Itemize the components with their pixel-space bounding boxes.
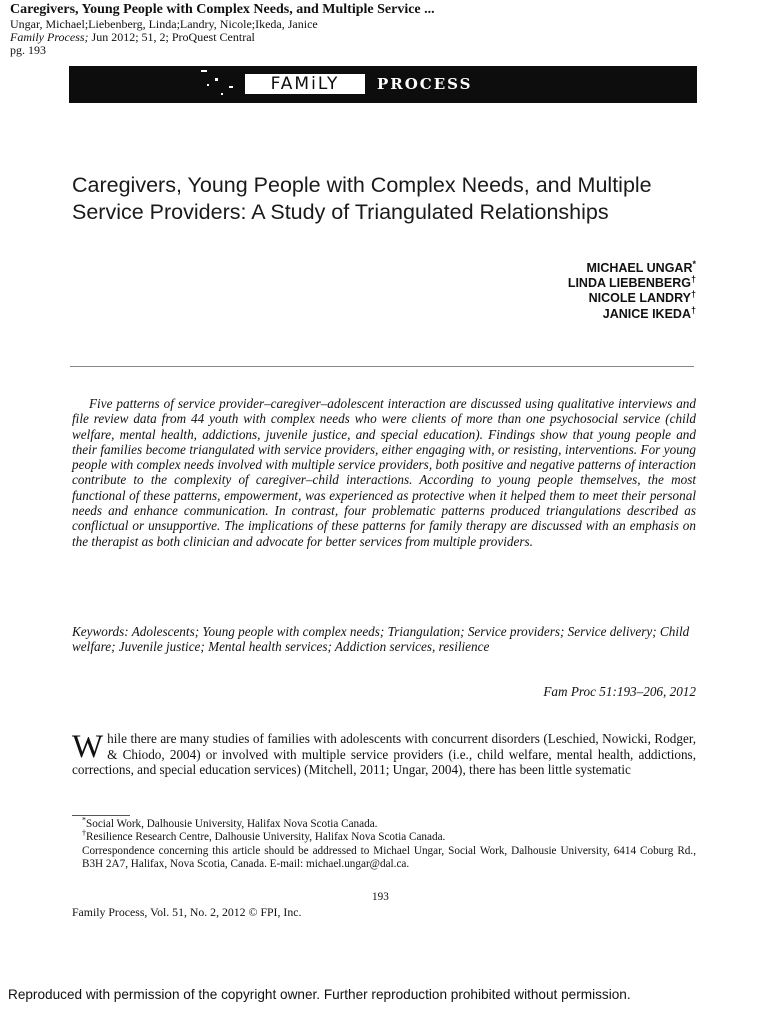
proquest-title: Caregivers, Young People with Complex Needs, and Multiple Service ... — [10, 2, 435, 17]
journal-info: Family Process, Vol. 51, No. 2, 2012 © FPI, Inc. — [72, 905, 302, 919]
author: NICOLE LANDRY† — [588, 289, 696, 306]
proquest-issue: Jun 2012; 51, 2; ProQuest Central — [88, 30, 255, 44]
correspondence-note: Correspondence concerning this article should be addressed to Michael Ungar, Social Work, Dalhousie University, 6414 Coburg Rd., B3H 2A7, Halifax, Nova Scotia, Canada. E-mail: michael.ungar@dal.ca. — [82, 844, 696, 871]
proquest-authors: Ungar, Michael;Liebenberg, Linda;Landry, Nicole;Ikeda, Janice — [10, 17, 318, 31]
proquest-source — [10, 31, 750, 44]
journal-logo-family: FAMiLY — [243, 72, 367, 96]
proquest-journal: Family Process; — [10, 30, 89, 44]
abstract-text: Five patterns of service provider–caregiver–adolescent interaction are discussed using qualitative interviews and file review data from 44 youth with complex needs who were clients of more than one psychosocial service (child welfare, mental health, addictions, juvenile justice, and special education). Findings show that young people and their families become triangulated with service providers, either engaging with, or resisting, interventions. For young people with complex needs involved with multiple service providers, both positive and negative patterns of interaction contribute to the complexity of caregiver–child interactions. According to young people themselves, the most functional of these patterns, empowerment, was experienced as protective when it helped them to meet their personal needs and enhance communication. In contrast, four problematic patterns produced triangulations described as conflictual or unsupportive. The implications of these patterns for family therapy are discussed with an emphasis on the therapist as both clinician and advocate for better services from multiple providers. — [72, 396, 696, 549]
footnote-rule — [72, 815, 130, 816]
proquest-page: pg. 193 — [10, 43, 46, 57]
footnote: *Social Work, Dalhousie University, Halifax Nova Scotia Canada. — [82, 815, 378, 830]
author: LINDA LIEBENBERG† — [567, 274, 696, 291]
author-list — [567, 258, 696, 322]
page-number: 193 — [372, 891, 389, 903]
abstract — [72, 396, 696, 549]
body-paragraph — [72, 731, 696, 778]
reproduction-notice: Reproduced with permission of the copyright owner. Further reproduction prohibited without permission. — [8, 987, 631, 1002]
body-text: hile there are many studies of families with adolescents with concurrent disorders (Leschied, Nowicki, Rodger, & Chiodo, 2004) or involved with multiple service providers (i.e., child welfare, mental health, addictions, corrections, and special education services) (Mitchell, 2011; Ungar, 2004), there has been little systematic — [72, 731, 696, 778]
article-title: Caregivers, Young People with Complex Needs, and Multiple Service Providers: A Study of Triangulated Relationships — [72, 173, 652, 224]
journal-logo-process: PROCESS — [377, 75, 473, 93]
citation: Fam Proc 51:193–206, 2012 — [543, 684, 696, 699]
author: JANICE IKEDA† — [602, 304, 696, 321]
author: MICHAEL UNGAR* — [586, 258, 696, 275]
footnotes — [72, 815, 696, 872]
drop-cap: W — [72, 729, 104, 765]
keywords: Keywords: Adolescents; Young people with complex needs; Triangulation; Service providers; Service delivery; Child welfare; Juvenile justice; Mental health services; Addiction services, resilience — [72, 624, 690, 655]
journal-banner — [69, 66, 697, 103]
proquest-header — [10, 2, 750, 57]
footnote: †Resilience Research Centre, Dalhousie University, Halifax Nova Scotia Canada. — [82, 828, 446, 844]
divider — [70, 366, 694, 367]
